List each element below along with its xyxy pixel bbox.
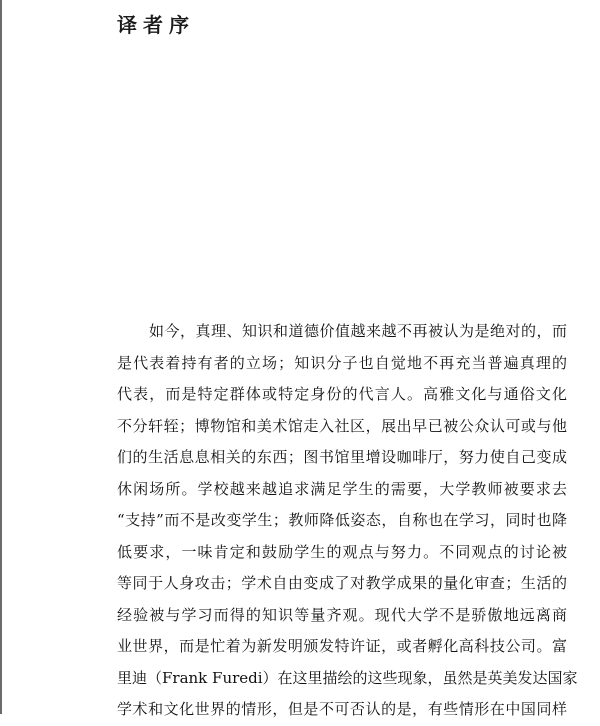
page-title: 译者序 xyxy=(117,13,195,37)
text-line: 是代表着持有者的立场；知识分子也自觉地不再充当普遍真理的 xyxy=(117,353,567,372)
text-line: 经验被与学习而得的知识等量齐观。现代大学不是骄傲地远离商 xyxy=(117,605,567,624)
body-paragraph xyxy=(117,316,578,726)
text-line: 如今，真理、知识和道德价值越来越不再被认为是绝对的，而 xyxy=(149,322,567,340)
text-line: “支持”而不是改变学生；教师降低姿态，自称也在学习，同时也降 xyxy=(117,511,567,529)
text-line: 等同于人身攻击；学术自由变成了对教学成果的量化审查；生活的 xyxy=(117,574,567,592)
text-line: 代表，而是特定群体或特定身份的代言人。高雅文化与通俗文化 xyxy=(117,385,567,403)
text-line: 低要求，一味肯定和鼓励学生的观点与努力。不同观点的讨论被 xyxy=(117,542,567,561)
text-line: 休闲场所。学校越来越追求满足学生的需要，大学教师被要求去 xyxy=(117,479,567,498)
text-line: 业世界，而是忙着为新发明颁发特许证，或者孵化高科技公司。富 xyxy=(117,637,567,655)
text-line: 学术和文化世界的情形，但是不可否认的是，有些情形在中国同样 xyxy=(117,700,567,718)
page-left-edge xyxy=(0,0,2,714)
text-line: 里迪（Frank Furedi）在这里描绘的这些现象，虽然是英美发达国家 xyxy=(117,668,578,687)
text-line: 不分轩轾；博物馆和美术馆走入社区，展出早已被公众认可或与他 xyxy=(117,416,567,435)
text-line: 们的生活息息相关的东西；图书馆里增设咖啡厅，努力使自己变成 xyxy=(117,448,567,466)
